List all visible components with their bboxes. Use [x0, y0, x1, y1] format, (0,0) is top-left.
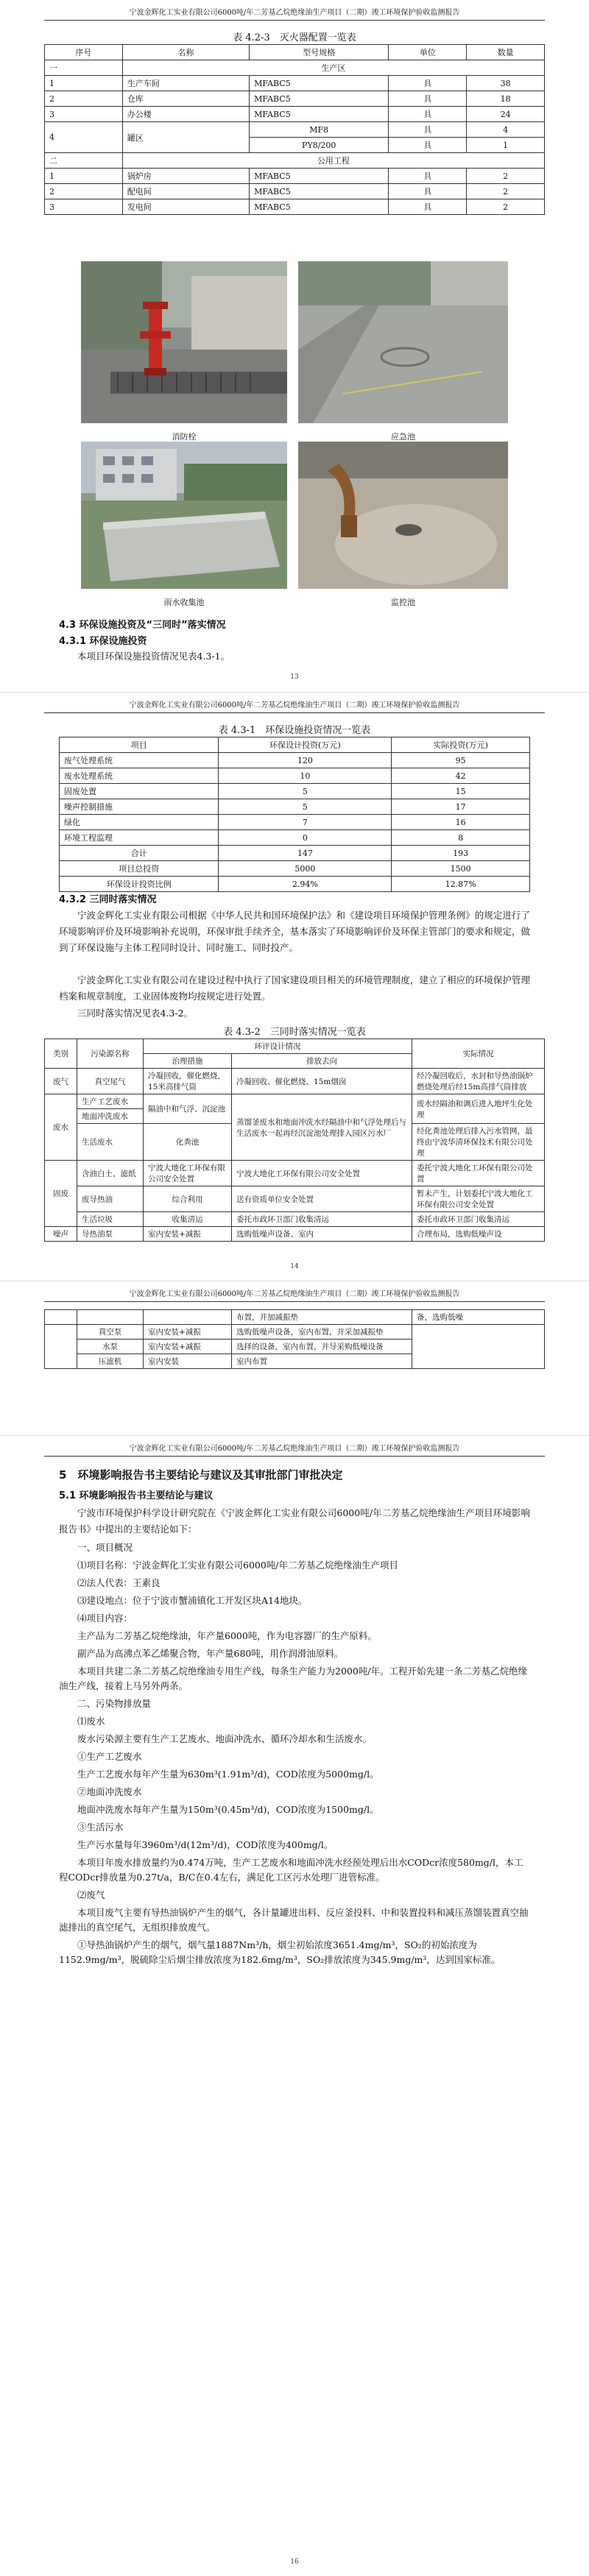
cell: 2 — [467, 184, 545, 199]
cell: 压滤机 — [77, 1354, 144, 1369]
cell: 地面冲洗废水 — [77, 1109, 144, 1124]
cell: 2 — [45, 184, 123, 199]
conclusion-line: ⑷项目内容： — [77, 1613, 133, 1624]
page-number: 16 — [290, 2558, 299, 2566]
table-row — [45, 122, 545, 138]
cell: 5 — [219, 784, 392, 799]
cell: 4 — [45, 122, 123, 153]
cell: 生活废水 — [77, 1124, 144, 1161]
cell: 12.87% — [392, 877, 530, 892]
cell: 1 — [467, 138, 545, 153]
cell: 收集清运 — [144, 1212, 232, 1227]
table-row — [45, 169, 545, 184]
rainwater-pool-photo — [81, 442, 287, 589]
env-investment-table — [59, 737, 530, 892]
table-431-caption: 表 4.3-1 环保设施投资情况一览表 — [218, 725, 371, 736]
cell: 15 — [392, 784, 530, 799]
table-row — [45, 91, 545, 107]
table-row — [60, 753, 530, 768]
cell: 送有资质单位安全处置 — [232, 1186, 412, 1212]
conclusion-line: 主产品为二芳基乙烷绝缘油，年产量6000吨，作为电容器厂的生产原料。 — [77, 1630, 377, 1641]
cell: 2 — [467, 199, 545, 215]
table-row — [60, 877, 530, 892]
col-header: 环评设计情况 — [144, 1039, 412, 1054]
section-4-3-2-title: 4.3.2 三同时落实情况 — [59, 894, 157, 905]
cell: 193 — [392, 846, 530, 861]
cell: 16 — [392, 815, 530, 830]
monitoring-pool-caption: 监控池 — [391, 598, 415, 607]
cell: 化粪池 — [144, 1124, 232, 1161]
conclusion-line: 地面冲洗废水每年产生量为150m³(0.45m³/d)，COD浓度为1500mg/l。 — [77, 1804, 379, 1815]
table-row — [45, 1186, 545, 1212]
cell: 1 — [45, 76, 123, 91]
three-simultaneous-table — [44, 1038, 545, 1242]
section-no: 一 — [45, 60, 123, 76]
cell: 7 — [219, 815, 392, 830]
cell — [77, 1310, 144, 1325]
cell: 布置，并加减振垫 — [232, 1310, 412, 1325]
cell: 合理布局，选购低噪声设 — [412, 1227, 545, 1242]
cell: 综合利用 — [144, 1186, 232, 1212]
page-number: 13 — [290, 673, 299, 681]
cell: 经冷凝回收后，水封和导热油锅炉燃烧处理后经15m高排气筒排放 — [412, 1069, 545, 1094]
table-row — [60, 830, 530, 846]
report-page-16 — [0, 1435, 589, 2576]
cell: 室内安装+减振 — [144, 1227, 232, 1242]
emergency-pool-caption: 应急池 — [391, 432, 415, 442]
conclusion-line: 二、污染物排放量 — [77, 1698, 152, 1709]
conclusion-line: ⑵法人代表：王素良 — [77, 1577, 161, 1588]
cell: 具 — [389, 138, 467, 153]
table-row — [60, 799, 530, 815]
cell: 锅炉房 — [122, 169, 249, 184]
cell: 委托宁波大地化工环保有限公司处置 — [412, 1161, 545, 1186]
cell: 选购低噪声设备，室内布置，并采加减振垫 — [232, 1325, 412, 1340]
section-4-3-1-text: 本项目环保设施投资情况见表4.3-1。 — [77, 651, 230, 662]
table-row — [45, 1325, 545, 1340]
cell: 室内安装 — [144, 1354, 232, 1369]
cell: 废水经隔油和调后进入地坪生化处理 — [412, 1094, 545, 1124]
emergency-pool-photo — [298, 261, 508, 423]
table-row — [60, 846, 530, 861]
cell: 42 — [392, 768, 530, 784]
col-header: 环保设计投资(万元) — [219, 737, 392, 753]
cell: 具 — [389, 199, 467, 215]
cell: 5000 — [219, 861, 392, 877]
cell: 环境工程监理 — [60, 830, 219, 846]
col-header: 类别 — [45, 1039, 77, 1069]
page-header: 宁波金辉化工实业有限公司6000吨/年二芳基乙烷绝缘油生产项目（二期）竣工环境保护验收监测报告 — [44, 1287, 545, 1302]
cell — [45, 1325, 77, 1369]
cell: 真空尾气 — [77, 1069, 144, 1094]
report-page-15 — [0, 1281, 589, 1435]
cell: 生活垃圾 — [77, 1212, 144, 1227]
cell: 废气 — [45, 1069, 77, 1094]
conclusion-line: 生产污水量每年3960m³/d(12m³/d)，COD浓度为400mg/l。 — [77, 1839, 334, 1850]
cell: 4 — [467, 122, 545, 138]
table-row — [45, 107, 545, 122]
conclusion-line: ②地面冲洗废水 — [77, 1786, 142, 1797]
conclusion-line: 本项目废气主要有导热油锅炉产生的烟气，各计量罐进出料、反应釜投料、中和装置投料和减压蒸馏装置真空抽滤排出的真空尾气，无组织排放废气。 — [59, 1907, 529, 1933]
conclusion-line: 本项目年废水排放量约为0.474万吨，生产工艺废水和地面冲洗水经预处理后出水CODcr浓度580mg/l，本工程CODcr排放量为0.27t/a，B/C在0.4左右，满足化工区污水处理厂进管标准。 — [59, 1857, 523, 1883]
cell: 固废处置 — [60, 784, 219, 799]
table-row — [60, 768, 530, 784]
conclusion-line: ⑵废气 — [77, 1889, 105, 1900]
conclusion-line: 废水污染源主要有生产工艺废水、地面冲洗水、循环冷却水和生活废水。 — [77, 1733, 373, 1744]
cell: 具 — [389, 76, 467, 91]
cell: 水泵 — [77, 1340, 144, 1354]
section-title: 公用工程 — [122, 153, 544, 169]
cell: 罐区 — [122, 122, 249, 153]
cell: 1500 — [392, 861, 530, 877]
cell: 生产工艺废水 — [77, 1094, 144, 1109]
cell: MFABC5 — [250, 169, 389, 184]
cell: 8 — [392, 830, 530, 846]
cell: 蒸馏釜废水和地面冲洗水经隔油中和气浮处理后与生活废水一起再经沉淀池处理排入园区污水厂 — [232, 1094, 412, 1161]
table-row — [45, 1227, 545, 1242]
cell: 具 — [389, 107, 467, 122]
cell: 废气处理系统 — [60, 753, 219, 768]
conclusion-line: ③生活污水 — [77, 1822, 124, 1833]
cell: 绿化 — [60, 815, 219, 830]
cell: 冷凝回收、催化燃烧、15m烟囱 — [232, 1069, 412, 1094]
cell: 18 — [467, 91, 545, 107]
cell: 冷凝回收，催化燃烧，15米高排气筒 — [144, 1069, 232, 1094]
table-row — [45, 1069, 545, 1094]
cell: 仓库 — [122, 91, 249, 107]
fire-extinguisher-table — [44, 44, 545, 215]
cell — [144, 1310, 232, 1325]
conclusion-line: 一、项目概况 — [77, 1542, 133, 1553]
cell: 废水处理系统 — [60, 768, 219, 784]
cell: 2 — [467, 169, 545, 184]
cell: 环保设计投资比例 — [60, 877, 219, 892]
conclusion-line: 本项目共建二条二芳基乙烷绝缘油专用生产线，每条生产能力为2000吨/年。工程开始先建一条二芳基乙烷绝缘油生产线，接着上马另外两条。 — [59, 1666, 528, 1691]
three-simultaneous-table-continued — [44, 1309, 545, 1369]
conclusion-line: ⑴废水 — [77, 1716, 105, 1727]
cell: 17 — [392, 799, 530, 815]
cell: MFABC5 — [250, 91, 389, 107]
col-header: 名称 — [122, 45, 249, 60]
cell: 废水 — [45, 1094, 77, 1161]
monitoring-pool-photo — [298, 442, 508, 589]
cell: 具 — [389, 169, 467, 184]
section-4-3-2-para-3: 三同时落实情况见表4.3-2。 — [77, 1008, 194, 1019]
cell: 委托市政环卫部门收集清运 — [232, 1212, 412, 1227]
cell: 10 — [219, 768, 392, 784]
conclusion-line: 生产工艺废水每年产生量为630m³(1.91m³/d)，COD浓度为5000mg/l。 — [77, 1769, 379, 1780]
table-row — [45, 1212, 545, 1227]
cell: 噪声 — [45, 1227, 77, 1242]
cell: MFABC5 — [250, 76, 389, 91]
cell: 委托市政环卫部门收集清运 — [412, 1212, 545, 1227]
rainwater-pool-caption: 雨水收集池 — [163, 598, 205, 607]
cell: 含油白土、滤纸 — [77, 1161, 144, 1186]
hydrant-caption: 消防栓 — [172, 432, 197, 442]
conclusion-line: ①生产工艺废水 — [77, 1751, 142, 1762]
cell: 废导热油 — [77, 1186, 144, 1212]
table-row — [60, 784, 530, 799]
cell: 室内安装+减振 — [144, 1325, 232, 1340]
cell: 合计 — [60, 846, 219, 861]
col-header: 型号规格 — [250, 45, 389, 60]
col-header: 排放去向 — [232, 1054, 412, 1069]
table-423-caption: 表 4.2-3 灭火器配置一览表 — [233, 32, 356, 43]
cell: 办公楼 — [122, 107, 249, 122]
cell: 1 — [45, 169, 123, 184]
page-number: 14 — [290, 1263, 299, 1270]
conclusion-line: 副产品为高沸点苯乙烯聚合物，年产量680吨，用作润滑油原料。 — [77, 1648, 344, 1659]
section-no: 二 — [45, 153, 123, 169]
cell: 3 — [45, 199, 123, 215]
page-header: 宁波金辉化工实业有限公司6000吨/年二芳基乙烷绝缘油生产项目（二期）竣工环境保护验收监测报告 — [44, 698, 545, 713]
cell: 发电间 — [122, 199, 249, 215]
table-row — [45, 199, 545, 215]
table-row — [60, 815, 530, 830]
cell: 项目总投资 — [60, 861, 219, 877]
cell: 固废 — [45, 1161, 77, 1227]
col-header: 实际投资(万元) — [392, 737, 530, 753]
col-header: 污染源名称 — [77, 1039, 144, 1069]
cell: 具 — [389, 91, 467, 107]
cell: PY8/200 — [250, 138, 389, 153]
cell: 38 — [467, 76, 545, 91]
chapter-5-title: 5 环境影响报告书主要结论与建议及其审批部门审批决定 — [59, 1468, 343, 1482]
cell: 配电间 — [122, 184, 249, 199]
cell: 宁波大地化工环保有限公司安全处置 — [144, 1161, 232, 1186]
table-432-caption: 表 4.3-2 三同时落实情况一览表 — [223, 1027, 366, 1038]
report-page-13 — [0, 0, 589, 692]
cell: 2.94% — [219, 877, 392, 892]
conclusion-line: ⑶建设地点：位于宁波市蟹浦镇化工开发区块A14地块。 — [77, 1595, 308, 1606]
cell — [45, 1310, 77, 1325]
section-5-1-title: 5.1 环境影响报告书主要结论与建议 — [59, 1490, 214, 1501]
table-row — [45, 1310, 545, 1325]
cell: MF8 — [250, 122, 389, 138]
col-header: 治理措施 — [144, 1054, 232, 1069]
cell: 噪声控制措施 — [60, 799, 219, 815]
table-row — [45, 1094, 545, 1109]
table-row — [45, 1161, 545, 1186]
cell: MFABC5 — [250, 199, 389, 215]
col-header: 项目 — [60, 737, 219, 753]
cell: 生产车间 — [122, 76, 249, 91]
section-4-3-2-para-2: 宁波金辉化工实业有限公司在建设过程中执行了国家建设项目相关的环境管理制度，建立了相应的环境保护管理档案和规章制度，工业固体废物均按规定进行处置。 — [59, 974, 530, 1002]
table-row — [45, 76, 545, 91]
col-header: 数量 — [467, 45, 545, 60]
conclusion-line: ⑴项目名称：宁波金辉化工实业有限公司6000吨/年二芳基乙烷绝缘油生产项目 — [77, 1560, 399, 1571]
table-row — [60, 861, 530, 877]
cell: 147 — [219, 846, 392, 861]
cell: MFABC5 — [250, 107, 389, 122]
section-4-3-2-para-1: 宁波金辉化工实业有限公司根据《中华人民共和国环境保护法》和《建设项目环境保护管理条例》的规定进行了环境影响评价及环境影响补充说明，环保审批手续齐全，基本落实了环境影响评价及环保主管部门的要求和规定，做到了环保设施与主体工程同时设计、同时施工、同时投产。 — [59, 910, 530, 953]
section-5-1-intro: 宁波市环境保护科学设计研究院在《宁波金辉化工实业有限公司6000吨/年二芳基乙烷绝缘油生产项目环境影响报告书》中提出的主要结论如下： — [59, 1507, 530, 1535]
hydrant-photo — [81, 261, 287, 423]
cell: 选购低噪声设备、室内 — [232, 1227, 412, 1242]
section-title: 生产区 — [122, 60, 544, 76]
cell: MFABC5 — [250, 184, 389, 199]
cell: 宁波大地化工环保有限公司安全处置 — [232, 1161, 412, 1186]
cell: 2 — [45, 91, 123, 107]
cell: 选择的设备，室内布置，并导采购低噪设备 — [232, 1340, 412, 1354]
cell: 室内布置 — [232, 1354, 412, 1369]
report-page-14 — [0, 692, 589, 1281]
cell: 备，选购低噪 — [412, 1310, 545, 1325]
conclusion-line: ①导热油锅炉产生的烟气，烟气量1887Nm³/h，烟尘初始浓度3651.4mg/m³，SO₂的初始浓度为1152.9mg/m³，脱硫除尘后烟尘排放浓度为182.6mg/m³，SO₂排放浓度为345.9mg/m³，达到国家标准。 — [59, 1939, 501, 1965]
cell: 95 — [392, 753, 530, 768]
cell: 导热油泵 — [77, 1227, 144, 1242]
cell: 真空泵 — [77, 1325, 144, 1340]
page-header: 宁波金辉化工实业有限公司6000吨/年二芳基乙烷绝缘油生产项目（二期）竣工环境保护验收监测报告 — [44, 6, 545, 21]
table-row — [45, 184, 545, 199]
cell: 经化粪池处理后排入污水管网，最终由宁波华清环保技术有限公司处理 — [412, 1124, 545, 1161]
cell: 暂未产生，计划委托宁波大地化工环保有限公司安全处置 — [412, 1186, 545, 1212]
cell: 5 — [219, 799, 392, 815]
cell: 24 — [467, 107, 545, 122]
col-header: 序号 — [45, 45, 123, 60]
cell: 3 — [45, 107, 123, 122]
section-4-3-title: 4.3 环保设施投资及“三同时”落实情况 — [59, 620, 226, 631]
cell: 具 — [389, 184, 467, 199]
col-header: 单位 — [389, 45, 467, 60]
cell — [412, 1325, 545, 1369]
section-4-3-1-title: 4.3.1 环保设施投资 — [59, 636, 147, 647]
cell: 0 — [219, 830, 392, 846]
cell: 具 — [389, 122, 467, 138]
cell: 隔油中和气浮、沉淀池 — [144, 1094, 232, 1124]
page-header: 宁波金辉化工实业有限公司6000吨/年二芳基乙烷绝缘油生产项目（二期）竣工环境保护验收监测报告 — [44, 1442, 545, 1457]
cell: 室内安装+减振 — [144, 1340, 232, 1354]
col-header: 实际情况 — [412, 1039, 545, 1069]
cell: 120 — [219, 753, 392, 768]
